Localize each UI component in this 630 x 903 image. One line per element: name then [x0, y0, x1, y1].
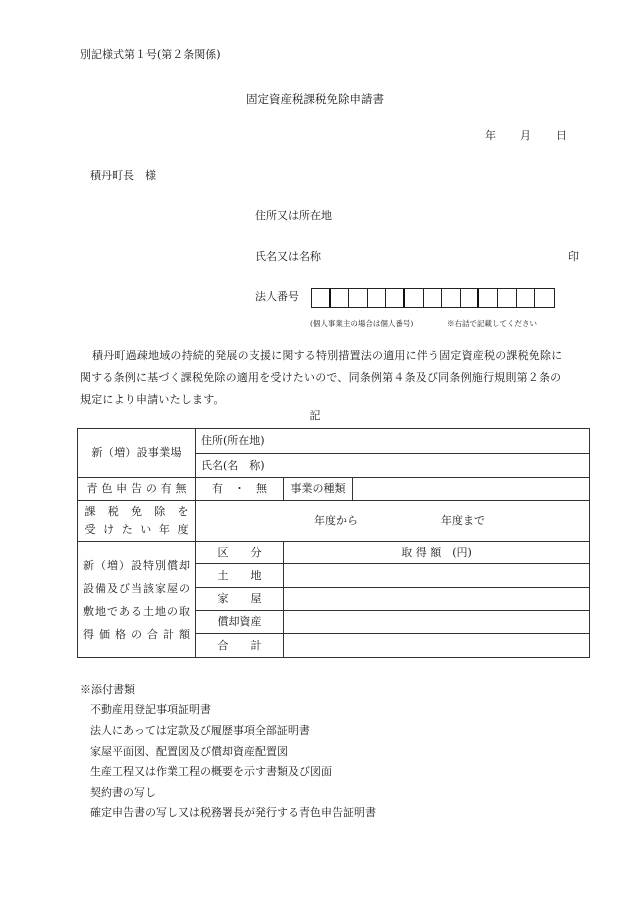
site-label-cell [78, 429, 196, 478]
digit-box [349, 289, 368, 307]
amount-cell [284, 564, 590, 588]
attachment-item: 契約書の写し [90, 786, 156, 799]
digit-box [442, 289, 461, 307]
amount-header: 取 得 額 (円) [284, 542, 590, 564]
amount-cell [284, 634, 590, 658]
exemption-year-label-line: 課税免除を [84, 505, 189, 518]
attachments-label: ※添付書類 [80, 683, 135, 696]
body-line: 積丹町過疎地域の持続的発展の支援に関する特別措置法の適用に伴う固定資産税の課税免除に [92, 349, 563, 362]
corp-number-note: (個人事業主の場合は個人番号) [310, 319, 414, 328]
seal-mark: 印 [568, 250, 579, 263]
attachment-item: 生産工程又は作業工程の概要を示す書類及び図面 [90, 765, 332, 778]
applicant-address-label: 住所又は所在地 [255, 209, 332, 222]
date-year: 年 [485, 129, 496, 142]
digit-box [461, 289, 480, 307]
acquisition-label-line: 敷地である土地の取 [83, 604, 190, 618]
blue-return-label: 青色申告の有無 [86, 482, 187, 495]
digit-box [405, 289, 424, 307]
applicant-name-label: 氏名又は名称 [255, 250, 321, 263]
digit-box [498, 289, 517, 307]
digit-box [535, 289, 554, 307]
date-month: 月 [520, 129, 531, 142]
digit-box [479, 289, 498, 307]
attachment-item: 確定申告書の写し又は税務署長が発行する青色申告証明書 [90, 806, 376, 819]
exemption-year-label-cell [78, 501, 196, 542]
digit-box [331, 289, 350, 307]
document-title: 固定資産税課税免除申請書 [246, 92, 384, 106]
acquisition-label-line: 新（増）設特別償却 [83, 558, 190, 572]
ki-mark: 記 [309, 409, 321, 422]
digit-box [368, 289, 387, 307]
attachment-item: 法人にあっては定款及び履歴事項全部証明書 [90, 724, 310, 737]
corp-number-label: 法人番号 [255, 290, 299, 303]
corp-number-boxes [311, 288, 555, 308]
blue-return-options: 有 ・ 無 [196, 478, 284, 501]
corp-number-instruction: ※右詰で記載してください [447, 319, 537, 328]
table-row [78, 429, 590, 454]
table-row [78, 501, 590, 542]
attachment-item: 不動産用登記事項証明書 [90, 703, 211, 716]
site-address-label: 住所(所在地) [201, 434, 265, 447]
form-number: 別記様式第１号(第２条関係) [80, 48, 221, 61]
table-row [78, 478, 590, 501]
digit-box [517, 289, 536, 307]
year-to: 年度まで [441, 514, 485, 527]
exemption-year-cell [196, 501, 590, 542]
category-depreciable-assets: 償却資産 [196, 611, 284, 634]
site-label: 新（増）設事業場 [91, 446, 182, 459]
category-header: 区 分 [196, 542, 284, 564]
business-type-label: 事業の種類 [284, 478, 353, 501]
body-line: 関する条例に基づく課税免除の適用を受けたいので、同条例第４条及び同条例施行規則第２条の [80, 371, 562, 384]
acquisition-label-cell [78, 542, 196, 658]
exemption-year-label-line: 受けたい年度 [84, 523, 189, 536]
acquisition-label-line: 得価格の合計額 [83, 627, 190, 641]
business-type-value [353, 478, 590, 501]
acquisition-label-line: 設備及び当該家屋の [83, 581, 190, 595]
category-total: 合 計 [196, 634, 284, 658]
body-line: 規定により申請いたします。 [80, 393, 225, 406]
site-address-cell [196, 429, 590, 454]
addressee: 積丹町長 様 [90, 169, 156, 182]
blue-return-label-cell [78, 478, 196, 501]
application-table [77, 428, 590, 658]
digit-box [424, 289, 443, 307]
amount-cell [284, 611, 590, 634]
table-row [78, 542, 590, 564]
date-day: 日 [556, 129, 567, 142]
attachment-item: 家屋平面図、配置図及び償却資産配置図 [90, 745, 288, 758]
site-name-cell [196, 454, 590, 478]
site-name-label: 氏名(名 称) [201, 458, 265, 472]
date-line [0, 129, 630, 143]
category-land: 土 地 [196, 564, 284, 588]
year-from: 年度から [314, 514, 358, 527]
category-building: 家 屋 [196, 588, 284, 611]
digit-box [386, 289, 405, 307]
digit-box [312, 289, 331, 307]
amount-cell [284, 588, 590, 611]
